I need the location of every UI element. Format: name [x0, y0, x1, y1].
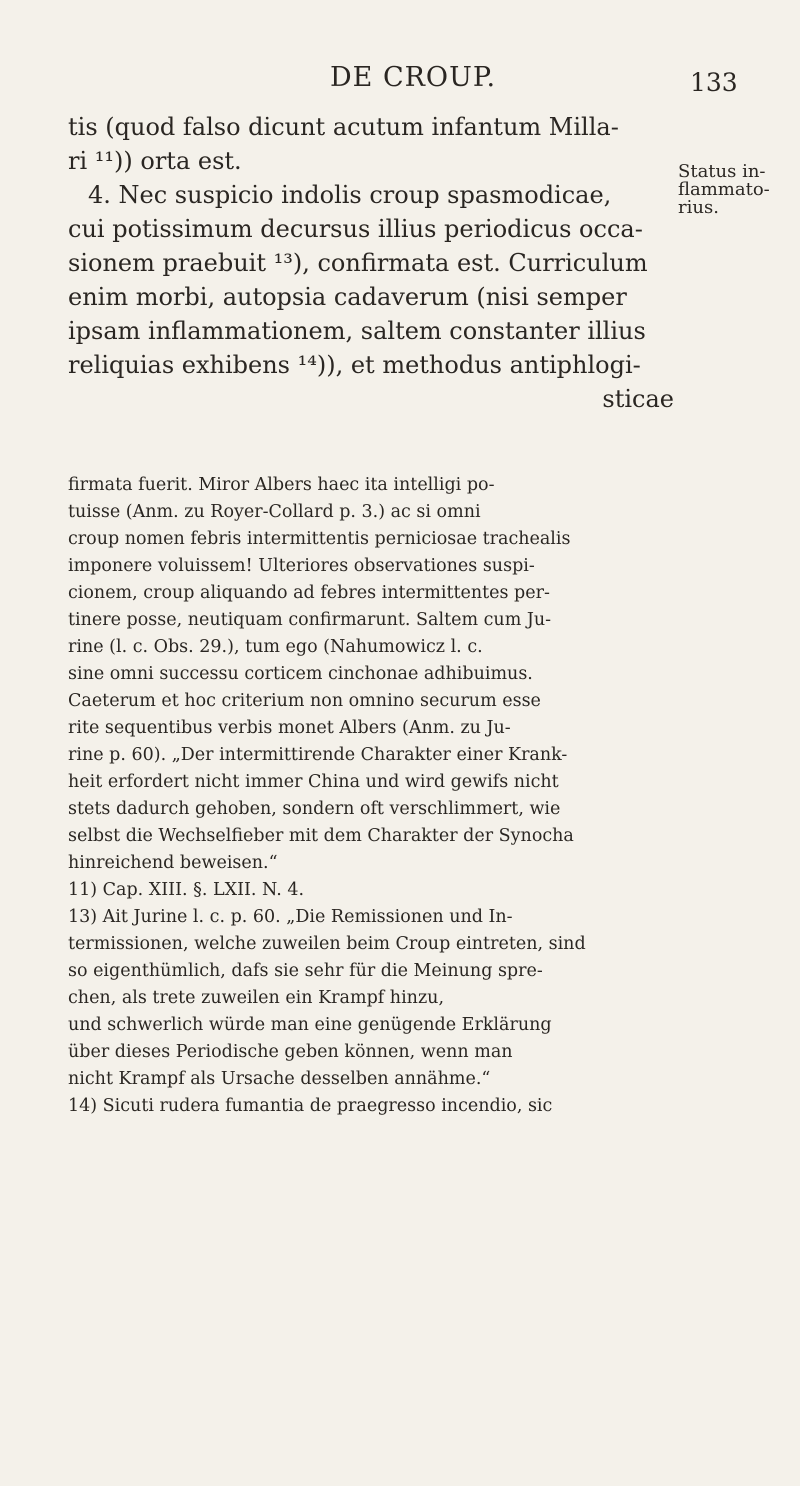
footnote-line: rine p. 60). „Der intermittirende Charakter einer Krank- — [68, 745, 568, 765]
footnote-line: selbst die Wechselfieber mit dem Charakter der Synocha — [68, 826, 574, 846]
page-header — [0, 62, 800, 102]
text-line: 4. Nec suspicio indolis croup spasmodicae, — [88, 181, 612, 209]
text-line: cui potissimum decursus illius periodicus occa- — [68, 215, 643, 243]
margin-note-line: rius. — [678, 197, 719, 218]
text-line: ri ¹¹)) orta est. — [68, 147, 242, 175]
footnote-line: 13) Ait Jurine l. c. p. 60. „Die Remissionen und In- — [68, 907, 513, 927]
footnote-line: stets dadurch gehoben, sondern oft verschlimmert, wie — [68, 799, 561, 819]
footnote-line: rite sequentibus verbis monet Albers (Anm. zu Ju- — [68, 718, 511, 738]
text-line: tis (quod falso dicunt acutum infantum Milla- — [68, 113, 619, 141]
footnote-line: über dieses Periodische geben können, wenn man — [68, 1042, 513, 1062]
main-text — [68, 110, 704, 416]
catchword: sticae — [602, 385, 674, 413]
footnote-line: rine (l. c. Obs. 29.), tum ego (Nahumowicz l. c. — [68, 637, 483, 657]
text-line: enim morbi, autopsia cadaverum (nisi semper — [68, 283, 627, 311]
footnote-line: imponere voluissem! Ulteriores observationes suspi- — [68, 556, 535, 576]
margin-note-line: flammato- — [678, 179, 770, 200]
footnote-line: 14) Sicuti rudera fumantia de praegresso incendio, sic — [68, 1096, 553, 1116]
margin-note — [678, 163, 798, 217]
footnotes — [68, 472, 718, 1120]
footnote-line: 11) Cap. XIII. §. LXII. N. 4. — [68, 880, 305, 900]
footnote-line: heit erfordert nicht immer China und wird gewifs nicht — [68, 772, 559, 792]
page-number: 133 — [690, 68, 738, 97]
footnote-line: tuisse (Anm. zu Royer-Collard p. 3.) ac si omni — [68, 502, 481, 522]
footnote-line: und schwerlich würde man eine genügende Erklärung — [68, 1015, 552, 1035]
footnote-line: nicht Krampf als Ursache desselben annähme.“ — [68, 1069, 491, 1089]
footnote-line: Caeterum et hoc criterium non omnino securum esse — [68, 691, 541, 711]
footnote-line: tinere posse, neutiquam confirmarunt. Saltem cum Ju- — [68, 610, 552, 630]
margin-note-line: Status in- — [678, 161, 766, 182]
footnote-line: so eigenthümlich, dafs sie sehr für die Meinung spre- — [68, 961, 543, 981]
running-head: DE CROUP. — [330, 62, 497, 93]
footnote-line: firmata fuerit. Miror Albers haec ita intelligi po- — [68, 475, 495, 495]
footnote-line: croup nomen febris intermittentis perniciosae trachealis — [68, 529, 571, 549]
text-line: sionem praebuit ¹³), confirmata est. Curriculum — [68, 249, 648, 277]
text-line: ipsam inflammationem, saltem constanter illius — [68, 317, 646, 345]
text-line: reliquias exhibens ¹⁴)), et methodus antiphlogi- — [68, 351, 641, 379]
footnote-line: hinreichend beweisen.“ — [68, 853, 278, 873]
footnote-line: sine omni successu corticem cinchonae adhibuimus. — [68, 664, 533, 684]
footnote-line: chen, als trete zuweilen ein Krampf hinzu, — [68, 988, 445, 1008]
footnote-line: cionem, croup aliquando ad febres intermittentes per- — [68, 583, 550, 603]
footnote-line: termissionen, welche zuweilen beim Croup eintreten, sind — [68, 934, 586, 954]
